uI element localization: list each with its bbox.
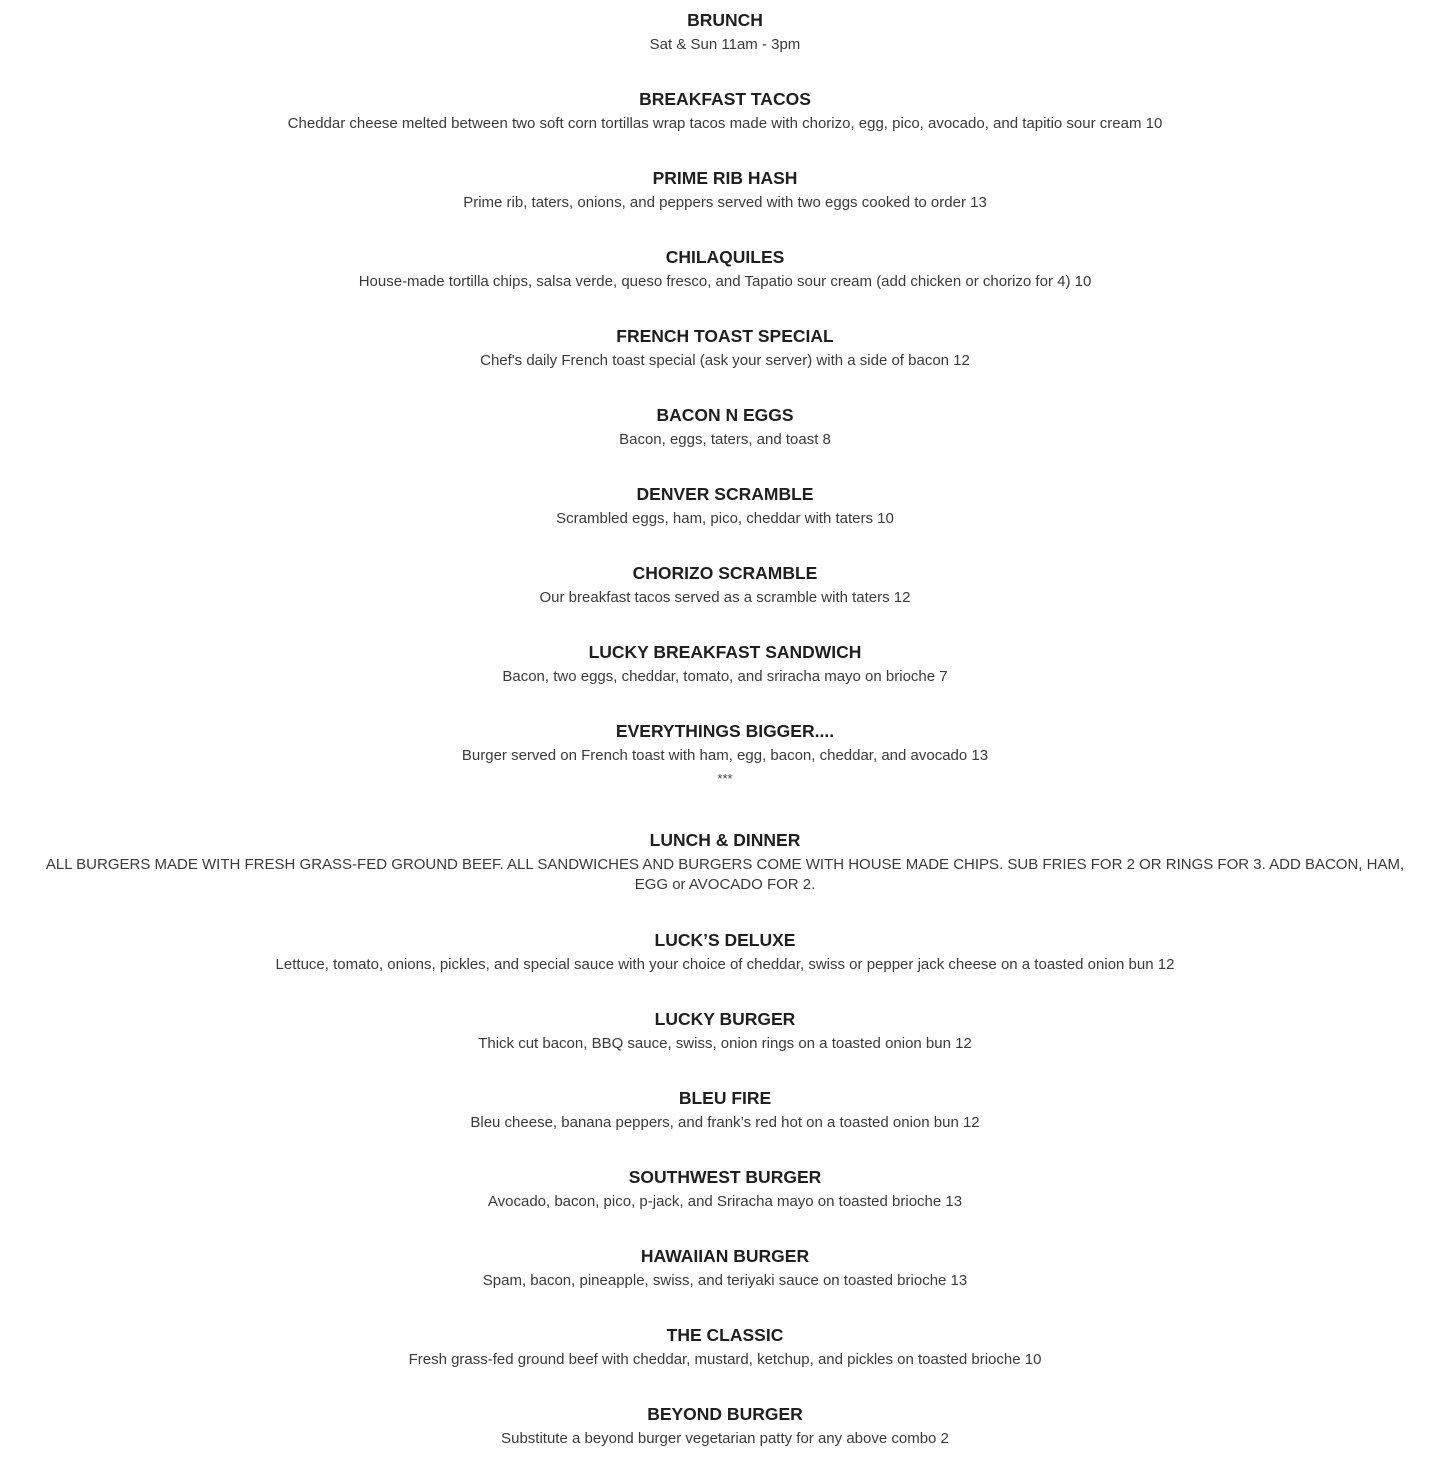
menu-item <box>0 483 1450 562</box>
lunch-title: LUNCH & DINNER <box>649 830 801 850</box>
menu-item <box>0 1166 1450 1245</box>
menu-item <box>0 641 1450 720</box>
menu-item-description: Chef's daily French toast special (ask your server) with a side of bacon 12 <box>480 352 970 369</box>
menu-item-description: Cheddar cheese melted between two soft corn tortillas wrap tacos made with chorizo, egg, pico, avocado, and tapitio sour cream 10 <box>287 115 1163 132</box>
menu-item <box>0 1324 1450 1403</box>
menu-item-name: THE CLASSIC <box>666 1325 784 1345</box>
menu-item <box>0 404 1450 483</box>
menu-item <box>0 1008 1450 1087</box>
lunch-section-header <box>0 829 1450 929</box>
menu-item-description: Our breakfast tacos served as a scramble with taters 12 <box>539 589 911 606</box>
menu-item <box>0 88 1450 167</box>
menu-item-description: Substitute a beyond burger vegetarian patty for any above combo 2 <box>501 1430 949 1447</box>
menu-item <box>0 246 1450 325</box>
menu-item-name: CHORIZO SCRAMBLE <box>632 563 818 583</box>
menu-item-description: Spam, bacon, pineapple, swiss, and teriyaki sauce on toasted brioche 13 <box>482 1272 968 1289</box>
menu-item <box>0 562 1450 641</box>
menu-item-name: BREAKFAST TACOS <box>639 89 811 109</box>
menu-item-name: BLEU FIRE <box>678 1088 772 1108</box>
menu-item-description: Burger served on French toast with ham, egg, bacon, cheddar, and avocado 13 <box>461 747 989 764</box>
menu-item <box>0 720 1450 766</box>
menu-item-name: LUCKY BREAKFAST SANDWICH <box>588 642 862 662</box>
brunch-section-header <box>0 9 1450 88</box>
brunch-title: BRUNCH <box>687 10 763 30</box>
lunch-notice: ALL BURGERS MADE WITH FRESH GRASS-FED GROUND BEEF. ALL SANDWICHES AND BURGERS COME WITH HOUSE MADE CHIPS. SUB FRIES FOR 2 OR RINGS FOR 3. ADD BACON, HAM, EGG or AVOCADO FOR 2. <box>45 856 1405 893</box>
menu-item-name: LUCKY BURGER <box>654 1009 796 1029</box>
menu-item-name: PRIME RIB HASH <box>652 168 798 188</box>
menu-item-description: Scrambled eggs, ham, pico, cheddar with taters 10 <box>556 510 894 527</box>
section-separator: *** <box>717 771 733 786</box>
menu-item-name: HAWAIIAN BURGER <box>640 1246 810 1266</box>
menu-item-name: CHILAQUILES <box>665 247 785 267</box>
menu-item <box>0 325 1450 404</box>
menu-item <box>0 1087 1450 1166</box>
menu-item-name: LUCK’S DELUXE <box>654 930 796 950</box>
menu-item-description: Bacon, eggs, taters, and toast 8 <box>619 431 831 448</box>
menu-item-description: Bleu cheese, banana peppers, and frank’s red hot on a toasted onion bun 12 <box>470 1114 980 1131</box>
menu-item <box>0 167 1450 246</box>
menu-item <box>0 1403 1450 1449</box>
menu-item-description: Bacon, two eggs, cheddar, tomato, and sriracha mayo on brioche 7 <box>502 668 948 685</box>
menu-item-name: DENVER SCRAMBLE <box>636 484 814 504</box>
menu-item-name: SOUTHWEST BURGER <box>628 1167 822 1187</box>
menu-item <box>0 929 1450 1008</box>
menu-item-description: Avocado, bacon, pico, p-jack, and Sriracha mayo on toasted brioche 13 <box>487 1193 963 1210</box>
menu-item-description: Prime rib, taters, onions, and peppers served with two eggs cooked to order 13 <box>463 194 987 211</box>
menu-item-description: Lettuce, tomato, onions, pickles, and special sauce with your choice of cheddar, swiss or pepper jack cheese on a toasted onion bun 12 <box>275 956 1175 973</box>
menu-item-name: BEYOND BURGER <box>647 1404 803 1424</box>
menu-item <box>0 1245 1450 1324</box>
brunch-hours: Sat & Sun 11am - 3pm <box>649 36 801 53</box>
menu-item-description: House-made tortilla chips, salsa verde, queso fresco, and Tapatio sour cream (add chicken or chorizo for 4) 10 <box>358 273 1092 290</box>
menu-item-description: Fresh grass-fed ground beef with cheddar, mustard, ketchup, and pickles on toasted brioche 10 <box>408 1351 1042 1368</box>
menu-item-name: EVERYTHINGS BIGGER.... <box>615 721 835 741</box>
menu-item-name: FRENCH TOAST SPECIAL <box>616 326 834 346</box>
menu-item-name: BACON N EGGS <box>656 405 794 425</box>
menu-item-description: Thick cut bacon, BBQ sauce, swiss, onion rings on a toasted onion bun 12 <box>478 1035 972 1052</box>
